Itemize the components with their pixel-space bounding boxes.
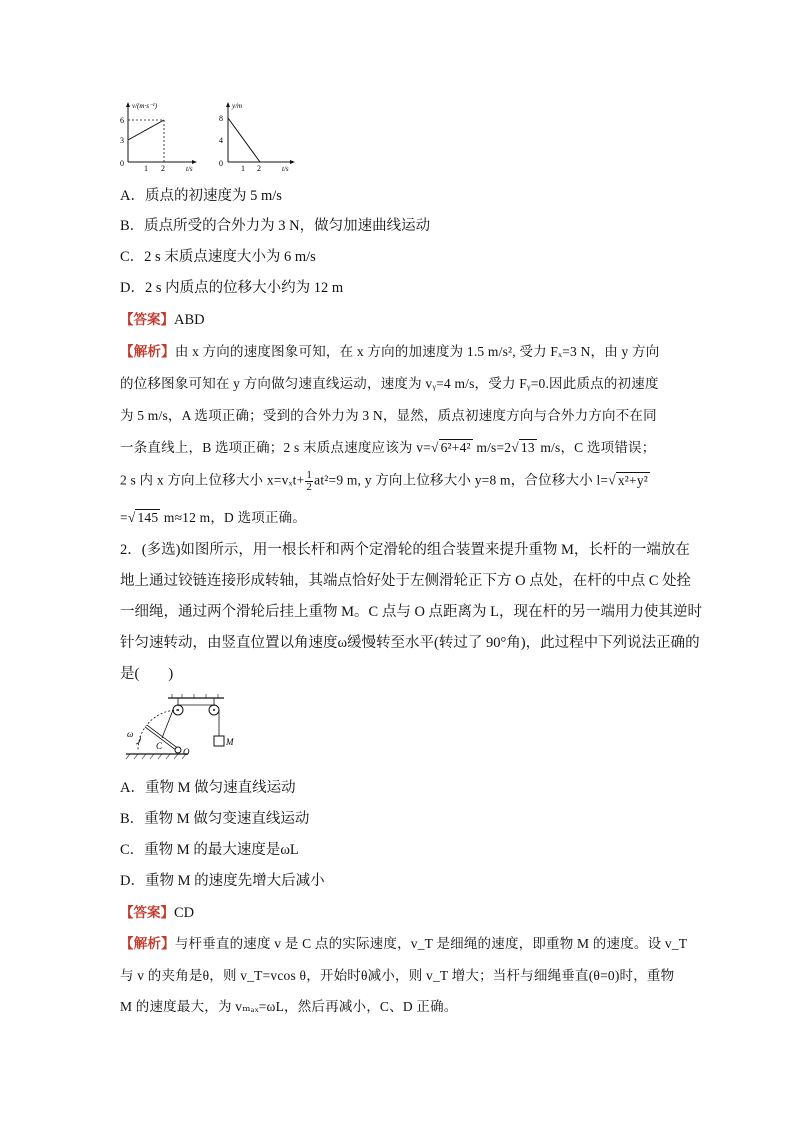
q1-option-c: C．2 s 末质点速度大小为 6 m/s (120, 249, 316, 265)
q1-option-d: D．2 s 内质点的位移大小约为 12 m (120, 280, 344, 296)
q2-analysis-line-2: 与 v 的夹角是θ，则 v_T=vcos θ，开始时θ减小，则 v_T 增大；当杆与细绳垂直(θ=0)时，重物 (120, 968, 675, 983)
svg-text:y/m: y/m (232, 102, 243, 110)
q2-stem-line-5: 是( ) (120, 666, 174, 682)
q2-stem-line-1: 2．(多选)如图所示，用一根长杆和两个定滑轮的组合装置来提升重物 M，长杆的一端放在 (120, 542, 690, 558)
q1-answer (120, 310, 205, 330)
q1-option-a: A．质点的初速度为 5 m/s (120, 188, 282, 204)
fraction-half: $\frac{1}{2}$ (306, 469, 313, 493)
svg-text:3: 3 (120, 136, 124, 145)
svg-text:M: M (226, 737, 234, 747)
q2-stem-line-4: 针匀速转动，由竖直位置以角速度ω缓慢转至水平(转过了 90°角)，此过程中下列说法正确的 (120, 635, 700, 651)
yt-line (228, 118, 260, 162)
svg-text:t/s: t/s (186, 165, 193, 172)
svg-text:1: 1 (144, 164, 148, 172)
q1-analysis-line-1: 【解析】由 x 方向的速度图象可知，在 x 方向的加速度为 1.5 m/s², 受力 Fₓ=3 N，由 y 方向 (120, 344, 660, 359)
yt-graph (216, 100, 298, 172)
svg-text:t/s: t/s (282, 165, 289, 172)
q1-analysis-line-4: 一条直线上，B 选项正确；2 s 末质点速度应该为 v=√ 6²+4² m/s=2√ 13 m/s，C 选项错误； (120, 440, 656, 455)
svg-text:0: 0 (120, 159, 124, 168)
svg-text:0: 0 (219, 159, 223, 168)
vt-graph (118, 100, 200, 172)
svg-text:ω: ω (127, 729, 134, 739)
q2-stem-line-2: 地上通过铰链连接形成转轴，其端点恰好处于左侧滑轮正下方 O 点处，在杆的中点 C 处拴 (120, 573, 692, 589)
answer-value: ABD (174, 312, 205, 328)
analysis-tag: 【解析】 (120, 344, 175, 359)
svg-text:2: 2 (257, 164, 261, 172)
q1-analysis-line-6: =√ 145 m≈12 m，D 选项正确。 (120, 510, 307, 525)
weight-block (214, 736, 224, 746)
q1-analysis-line-2: 的位移图象可知在 y 方向做匀速直线运动，速度为 vᵧ=4 m/s，受力 Fᵧ=0.因此质点的初速度 (120, 376, 659, 391)
svg-text:C: C (156, 741, 163, 751)
svg-text:6: 6 (120, 116, 124, 125)
svg-text:2: 2 (161, 164, 165, 172)
q2-option-a: A．重物 M 做匀速直线运动 (120, 780, 296, 796)
svg-text:8: 8 (219, 114, 223, 123)
svg-text:O: O (183, 747, 190, 757)
svg-text:4: 4 (219, 136, 223, 145)
svg-text:1: 1 (241, 164, 245, 172)
q1-analysis-line-5: 2 s 内 x 方向上位移大小 x=vₓt+ $\frac{1}{2}$ at²=9 m, y 方向上位移大小 y=8 m，合位移大小 l=√ x²+y² (120, 469, 649, 493)
q2-stem-line-3: 一细绳，通过两个滑轮后挂上重物 M。C 点与 O 点距离为 L，现在杆的另一端用力使其逆时 (120, 604, 703, 620)
answer-tag: 【答案】 (120, 312, 174, 327)
q2-analysis-line-3: M 的速度最大，为 vₘₐₓ=ωL，然后再减小，C、D 正确。 (120, 999, 458, 1014)
q2-analysis-line-1: 【解析】与杆垂直的速度 v 是 C 点的实际速度，v_T 是细绳的速度，即重物 M 的速度。设 v_T (120, 936, 688, 951)
vt-ylabel: v/(m·s⁻¹) (132, 102, 158, 110)
pulley-figure (124, 692, 244, 764)
q1-option-b: B．质点所受的合外力为 3 N，做匀加速曲线运动 (120, 218, 431, 234)
q1-analysis-line-3: 为 5 m/s，A 选项正确；受到的合外力为 3 N，显然，质点初速度方向与合外力方向不在同 (120, 408, 657, 423)
q2-option-b: B．重物 M 做匀变速直线运动 (120, 811, 310, 827)
hinge-o (175, 747, 181, 753)
q2-option-c: C．重物 M 的最大速度是ωL (120, 842, 299, 858)
vt-line (128, 120, 164, 140)
q2-answer: 【答案】CD (120, 905, 195, 921)
q2-option-d: D．重物 M 的速度先增大后减小 (120, 873, 325, 889)
